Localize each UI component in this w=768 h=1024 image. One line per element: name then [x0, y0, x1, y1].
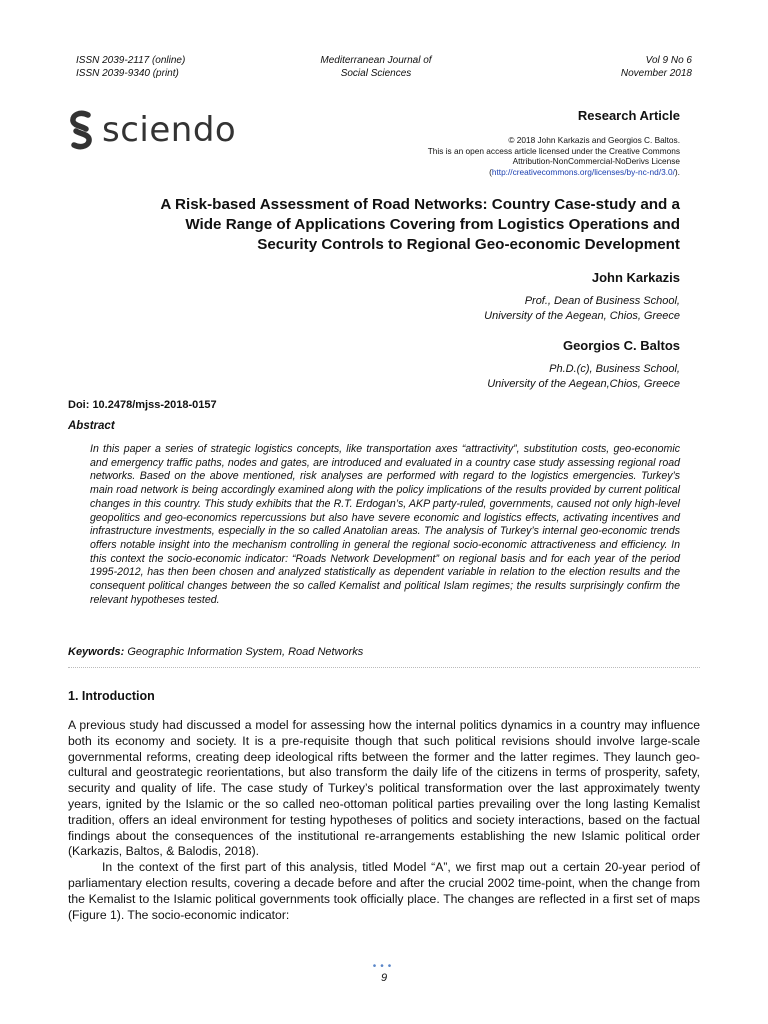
- issue-info: [621, 54, 692, 80]
- doi: Doi: 10.2478/mjss-2018-0157: [68, 399, 217, 411]
- author-name-1: John Karkazis: [591, 270, 680, 285]
- affiliation-2-line-1: Ph.D.(c), Business School,: [549, 363, 680, 375]
- sciendo-logo: [66, 108, 236, 152]
- title-line-2: Wide Range of Applications Covering from Logistics Operations and: [185, 216, 680, 233]
- sciendo-s-icon: [66, 109, 96, 151]
- author-name-2: Georgios C. Baltos: [562, 338, 680, 353]
- keywords-label: Keywords:: [68, 646, 125, 658]
- paper-title: [70, 195, 680, 255]
- license-line: [340, 167, 680, 178]
- abstract-heading: Abstract: [68, 420, 115, 432]
- journal-line-1: Mediterranean Journal of: [320, 55, 432, 66]
- keywords-text: Geographic Information System, Road Networks: [127, 646, 364, 658]
- title-line-1: A Risk-based Assessment of Road Networks: Country Case-study and a: [160, 196, 680, 213]
- copyright-line-3: Attribution-NonCommercial-NoDerivs License: [512, 156, 680, 166]
- copyright-line-2: This is an open access article licensed under the Creative Commons: [427, 145, 680, 156]
- license-link[interactable]: http://creativecommons.org/licenses/by-nc-nd/3.0/: [491, 166, 675, 177]
- keywords: [68, 646, 363, 658]
- volume: Vol 9 No 6: [645, 55, 692, 66]
- page-number: 9: [380, 972, 388, 984]
- logo-text: sciendo: [102, 110, 237, 150]
- license-open: (: [489, 166, 492, 177]
- license-close: ).: [674, 166, 680, 177]
- footer-dots: •••: [372, 961, 396, 972]
- section-divider: [68, 667, 700, 668]
- copyright-line-1: © 2018 John Karkazis and Georgios C. Baltos.: [508, 135, 680, 145]
- copyright-notice: [340, 135, 680, 177]
- issn-print: ISSN 2039-9340 (print): [76, 68, 179, 79]
- abstract-text: In this paper a series of strategic logistics concepts, like transportation axes “attractivity”, substitution costs, geo-economic and emergency traffic paths, nodes and gates, are introduced and evaluated in a country case study assessing regional road networks. Based on the above mentioned, risk analyses are performed with regard to the logistics emergencies. Turkey’s main road network is being accordingly examined along with the policy implications of the results provided by current political changes in this country. This study exhibits that the R.T. Erdogan’s, AKP party-ruled, governments, caused not only high-level geopolitics and geo-economics repercussions but also have severe economic and logistics effects, activating incentives and infrastructure investments, especially in the so called Anatolian areas. The analysis of Turkey’s internal geo-economic trends offers notable insight into the mechanism controlling in general the regional socio-economic attractiveness and efficiency. In this context the socio-economic indicator: “Roads Network Development” on regional basis and for each year of the period 1995-2012, has then been chosen and analyzed statistically as dependent variable in relation to the election results and the consequent political changes between the so called Kemalist and political Islam regimes; the results surprisingly confirm the relevant hypotheses tested.: [90, 443, 680, 606]
- journal-line-2: Social Sciences: [340, 68, 412, 79]
- affiliation-2-line-2: University of the Aegean,Chios, Greece: [487, 378, 680, 390]
- affiliation-1-line-1: Prof., Dean of Business School,: [524, 295, 680, 307]
- article-type: Research Article: [577, 108, 680, 123]
- affiliation-1-line-2: University of the Aegean, Chios, Greece: [484, 310, 680, 322]
- author-affiliation-2: [487, 362, 680, 392]
- author-affiliation-1: [484, 294, 680, 324]
- issue-date: November 2018: [620, 68, 692, 79]
- introduction-body: [68, 718, 700, 923]
- issn-online: ISSN 2039-2117 (online): [76, 55, 186, 66]
- paragraph-1: A previous study had discussed a model for assessing how the internal politics dynamics in a country may influence both its economy and society. It is a pre-requisite though that such political revisions should involve large-scale governmental reforms, creating deep ideological rifts between the former and the latter regimes. They launch geo-cultural and geostrategic reorientations, but also transform the daily life of the citizens in terms of prosperity, safety, security and quality of life. The case study of Turkey’s political transformation over the last approximately twenty years, ignited by the Islamic or the so called neo-ottoman political parties prevailing over the long lasting Kemalist tradition, offers an ideal environment for testing hypotheses of politics and society interactions, based on the factual findings about the consequences of the institutional re-arrangements establishing the new Islamic political order (Karkazis, Baltos, & Balodis, 2018).: [68, 718, 700, 859]
- paragraph-2: In the context of the first part of this analysis, titled Model “A”, we first map out a certain 20-year period of parliamentary election results, covering a decade before and after the crucial 2002 time-point, when the change from the Kemalist to the Islamic political governments took officially place. The changes are reflected in a first set of maps (Figure 1). The socio-economic indicator:: [68, 860, 700, 922]
- section-heading: 1. Introduction: [68, 689, 155, 703]
- title-line-3: Security Controls to Regional Geo-economic Development: [257, 236, 680, 253]
